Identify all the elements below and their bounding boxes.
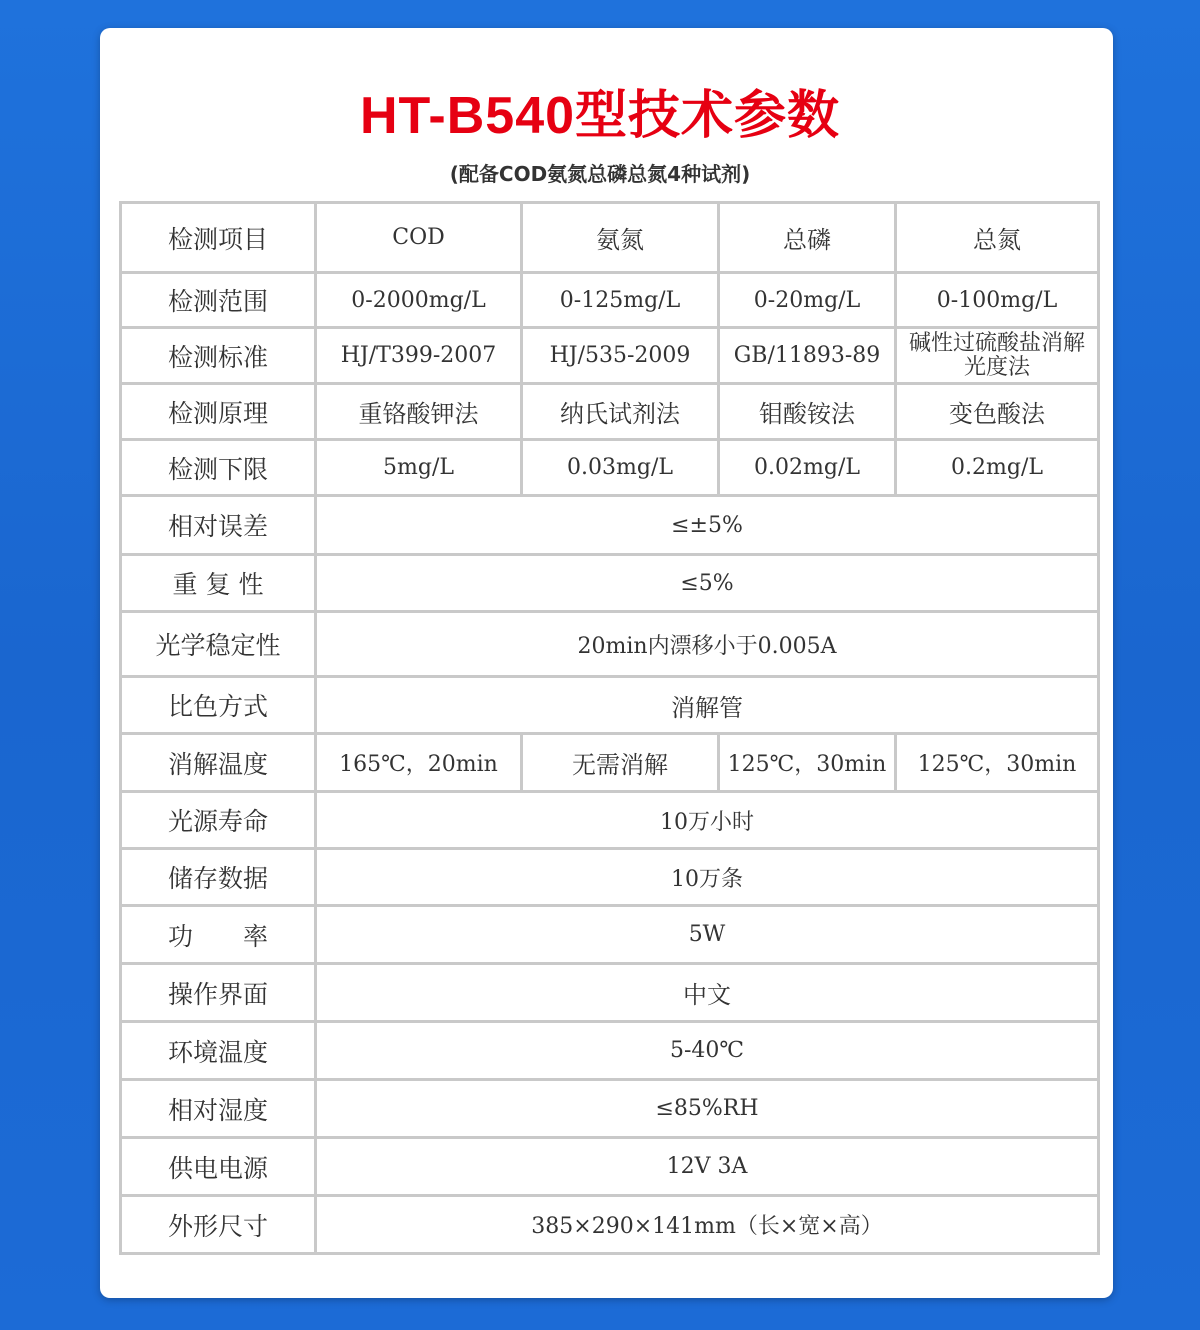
table-row: [122, 274, 1097, 326]
table-cell: 165℃，20min: [317, 735, 520, 790]
row-label: 功 率: [122, 907, 314, 962]
table-cell: 0-2000mg/L: [317, 274, 520, 326]
table-row: [122, 1023, 1097, 1078]
table-cell: ≤±5%: [317, 497, 1097, 553]
table-cell: 20min内漂移小于0.005A: [317, 613, 1097, 675]
row-label: 储存数据: [122, 850, 314, 904]
table-row: [122, 1197, 1097, 1252]
spec-table: [119, 201, 1100, 1255]
table-cell: 0-20mg/L: [720, 274, 894, 326]
table-cell: 0-100mg/L: [897, 274, 1097, 326]
table-cell: 385×290×141mm（长×宽×高）: [317, 1197, 1097, 1252]
table-cell: 125℃，30min: [720, 735, 894, 790]
table-row: [122, 441, 1097, 494]
row-label: 检测下限: [122, 441, 314, 494]
row-label: 外形尺寸: [122, 1197, 314, 1252]
table-row: [122, 1139, 1097, 1194]
row-label: 相对误差: [122, 497, 314, 553]
table-cell: 0-125mg/L: [523, 274, 717, 326]
table-row: [122, 1081, 1097, 1136]
table-row: [122, 385, 1097, 438]
row-label: 环境温度: [122, 1023, 314, 1078]
table-row: [122, 735, 1097, 790]
row-label: 检测标准: [122, 329, 314, 382]
table-cell: 5-40℃: [317, 1023, 1097, 1078]
table-cell: 碱性过硫酸盐消解光度法: [897, 329, 1097, 382]
table-cell: 125℃，30min: [897, 735, 1097, 790]
row-label: 重 复 性: [122, 556, 314, 610]
row-label: 光源寿命: [122, 793, 314, 847]
column-header-ammonia: 氨氮: [523, 204, 717, 271]
table-row: [122, 613, 1097, 675]
table-cell: 0.03mg/L: [523, 441, 717, 494]
row-label: 比色方式: [122, 678, 314, 732]
table-row: [122, 556, 1097, 610]
column-header-phosphorus: 总磷: [720, 204, 894, 271]
row-label: 检测范围: [122, 274, 314, 326]
column-header-nitrogen: 总氮: [897, 204, 1097, 271]
table-cell: HJ/T399-2007: [317, 329, 520, 382]
page-title: HT-B540型技术参数: [359, 87, 841, 145]
page-subtitle: (配备COD氨氮总磷总氮4种试剂): [449, 162, 751, 186]
table-cell: 纳氏试剂法: [523, 385, 717, 438]
table-row: [122, 965, 1097, 1020]
table-row: [122, 329, 1097, 382]
table-cell: 变色酸法: [897, 385, 1097, 438]
table-cell: HJ/535-2009: [523, 329, 717, 382]
table-cell: 钼酸铵法: [720, 385, 894, 438]
table-cell: 12V 3A: [317, 1139, 1097, 1194]
row-label: 消解温度: [122, 735, 314, 790]
table-cell: 10万条: [317, 850, 1097, 904]
table-cell: 无需消解: [523, 735, 717, 790]
table-cell: 10万小时: [317, 793, 1097, 847]
row-label: 操作界面: [122, 965, 314, 1020]
table-cell: GB/11893-89: [720, 329, 894, 382]
table-cell: 0.2mg/L: [897, 441, 1097, 494]
row-label: 相对湿度: [122, 1081, 314, 1136]
row-label: 光学稳定性: [122, 613, 314, 675]
table-cell: ≤5%: [317, 556, 1097, 610]
row-label: 检测原理: [122, 385, 314, 438]
table-cell: 消解管: [317, 678, 1097, 732]
table-cell: 0.02mg/L: [720, 441, 894, 494]
table-cell: 5mg/L: [317, 441, 520, 494]
table-row: [122, 793, 1097, 847]
row-label: 检测项目: [122, 204, 314, 271]
table-row: [122, 497, 1097, 553]
column-header-cod: COD: [317, 204, 520, 271]
table-row: [122, 907, 1097, 962]
table-cell: 重铬酸钾法: [317, 385, 520, 438]
table-row: [122, 678, 1097, 732]
table-row: [122, 850, 1097, 904]
row-label: 供电电源: [122, 1139, 314, 1194]
table-cell: 中文: [317, 965, 1097, 1020]
table-cell: ≤85%RH: [317, 1081, 1097, 1136]
table-row: [122, 204, 1097, 271]
table-cell: 5W: [317, 907, 1097, 962]
